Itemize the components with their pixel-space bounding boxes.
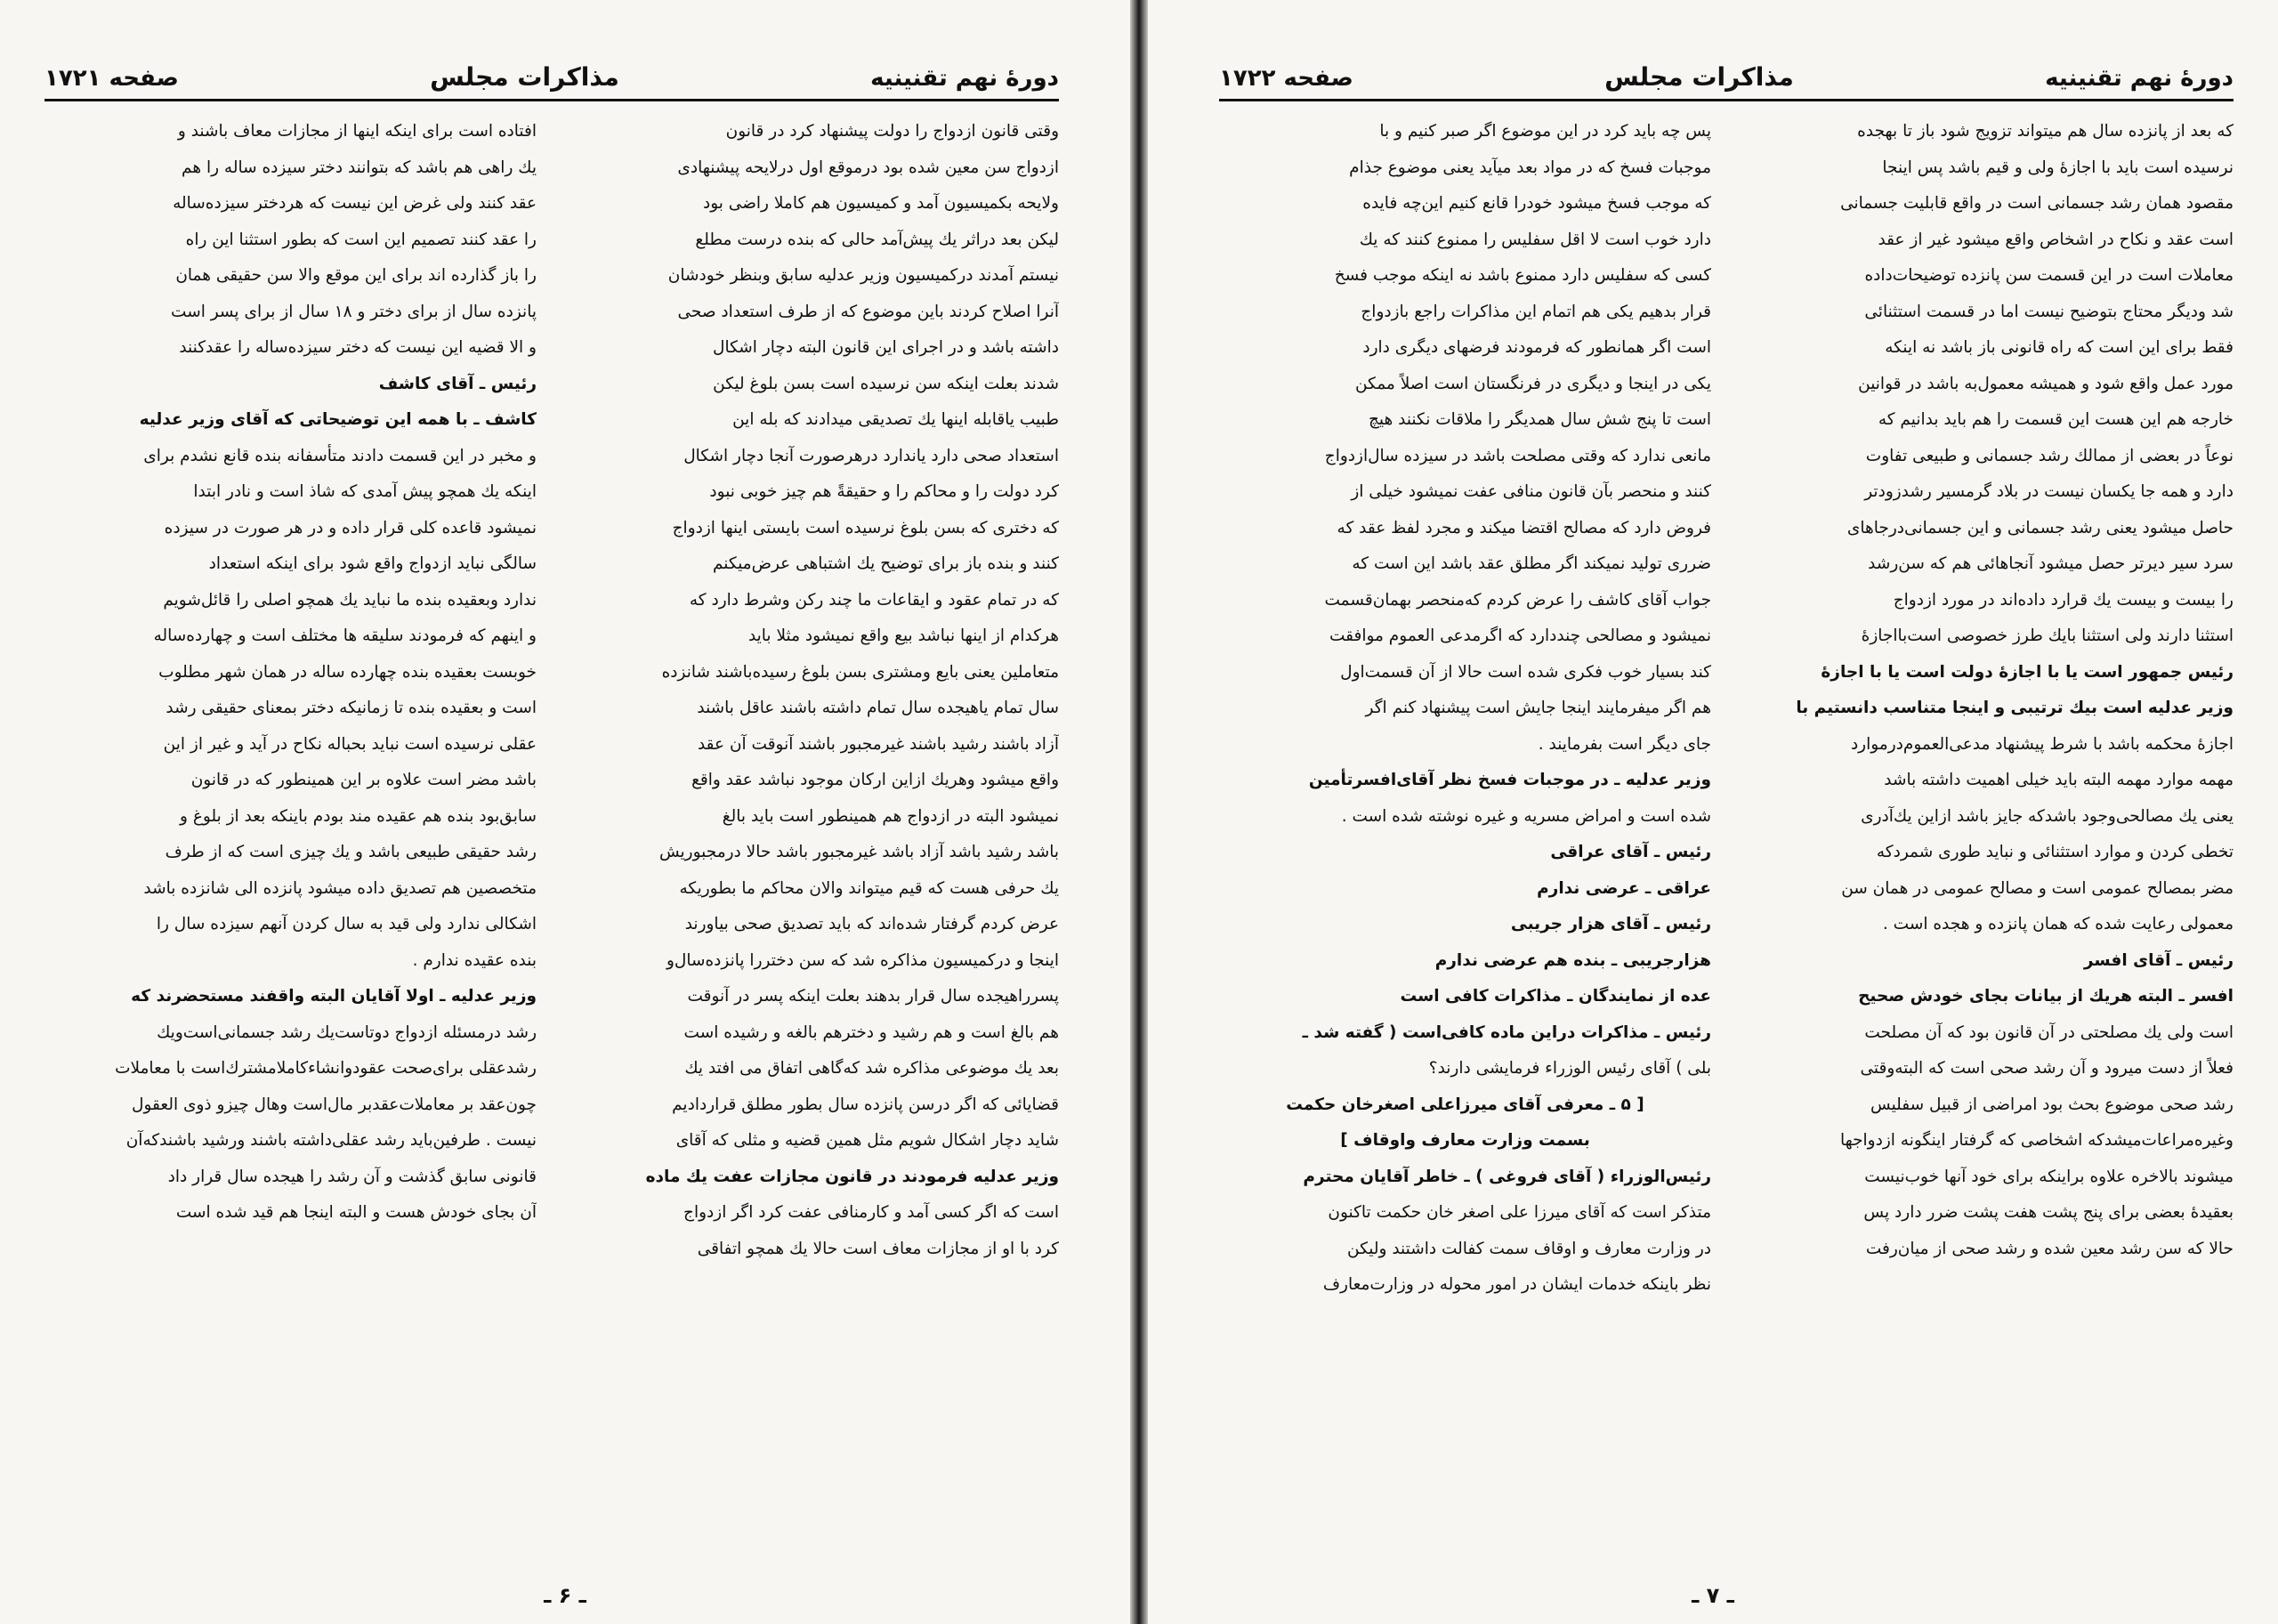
book-spine bbox=[1130, 0, 1148, 1624]
text-line: جواب آقای کاشف را عرض کردم که‌منحصر بهمان‌قسمت bbox=[1324, 590, 1711, 610]
text-line: مورد عمل واقع شود و همیشه معمول‌به باشد در قوانین bbox=[1858, 374, 2234, 393]
text-line: طبیب یاقابله اینها یك تصدیقی میدادند که بله این bbox=[732, 410, 1059, 429]
text-line: کسی که سفلیس دارد ممنوع باشد نه اینکه موجب فسخ bbox=[1334, 266, 1711, 285]
page-footer-number: ـ ۷ ـ bbox=[1692, 1583, 1734, 1608]
text-line: نوعاً در بعضی از ممالك رشد جسمانی و طبیعی تفاوت bbox=[1865, 446, 2234, 465]
page-1722 bbox=[1148, 0, 2278, 1624]
text-line: کنند و منحصر بآن قانون منافی عفت نمیشود خیلی از bbox=[1351, 482, 1711, 501]
text-line: است عقد و نکاح در اشخاص واقع میشود غیر از عقد bbox=[1878, 230, 2234, 249]
text-line: یك راهی هم باشد که بتوانند دختر سیزده ساله را هم bbox=[182, 158, 537, 177]
text-line: ازدواج سن معین شده بود درموقع اول درلایحه پیشنهادی bbox=[677, 158, 1059, 177]
text-line: وزیر عدلیه فرمودند در قانون مجازات عفت یك ماده bbox=[645, 1167, 1059, 1186]
text-line: رشد صحی موضوع بحث بود امراضی از قبیل سفلیس bbox=[1870, 1095, 2234, 1114]
text-line: فقط برای این است که راه قانونی باز باشد نه اینکه bbox=[1885, 338, 2234, 357]
text-line: میشوند بالاخره علاوه براینکه برای خود آنها خوب‌نیست bbox=[1864, 1167, 2234, 1186]
text-line: است تا پنج شش سال همدیگر را ملاقات نکنند هیچ bbox=[1368, 410, 1711, 429]
text-line: است و بعقیده بنده تا زمانیکه دختر بمعنای حقیقی رشد bbox=[166, 699, 537, 717]
text-line: قضایائی که اگر درسن پانزده سال بطور مطلق قرار‌دادیم bbox=[672, 1095, 1059, 1114]
text-line: عراقی ـ عرضی ندارم bbox=[1537, 878, 1711, 898]
text-line: چون‌عقد بر معاملات‌عقدبر مال‌است وهال چیزو ذوی العقول bbox=[132, 1095, 537, 1114]
text-line: وقتی قانون ازدواج را دولت پیشنهاد کرد در قانون bbox=[725, 122, 1059, 141]
text-line: قرار بدهیم یکی هم اتمام این مذاکرات راجع بازدواج bbox=[1361, 302, 1711, 321]
text-line: رشد‌عقلی برای‌صحت عقودوانشاء‌کاملا‌مشترك‌است با معاملات bbox=[115, 1059, 537, 1078]
text-line: شدند بعلت اینکه سن نرسیده است بسن بلوغ لیکن bbox=[713, 374, 1059, 393]
text-line: بنده عقیده ندارم . bbox=[412, 950, 537, 970]
page-footer-number: ـ ۶ ـ bbox=[544, 1583, 586, 1608]
text-line: هرکدام از اینها نباشد بیع واقع نمیشود مثلا باید bbox=[747, 626, 1059, 645]
text-line: بعقیدهٔ بعضی برای پنج پشت هفت پشت ضرر دارد پس bbox=[1863, 1203, 2234, 1222]
text-line: اینجا و درکمیسیون مذاکره شد که سن دختررا پانزده‌سال‌و bbox=[666, 950, 1059, 970]
text-column-left bbox=[44, 114, 537, 1547]
text-line: و اینهم که فرمودند سلیقه ها مختلف است و چهارده‌ساله bbox=[153, 626, 537, 645]
text-line: نظر باینکه خدمات ایشان در امور محوله در وزارت‌معارف bbox=[1322, 1275, 1711, 1294]
header-session: دورهٔ نهم تقنینیه bbox=[870, 65, 1059, 92]
text-line: حالا که سن رشد معین شده و رشد صحی از میان‌رفت bbox=[1865, 1239, 2234, 1258]
text-line: رشد حقیقی طبیعی باشد و یك چیزی است که از طرف bbox=[165, 843, 537, 861]
text-line: شاید دچار اشکال شویم مثل همین قضیه و مثلی که آقای bbox=[675, 1131, 1059, 1150]
text-line: تخطی کردن و موارد استثنائی و نباید طوری شمردکه bbox=[1876, 843, 2234, 861]
text-line: را بیست و بیست یك قرارد داده‌اند در مورد ازدواج bbox=[1893, 590, 2234, 610]
text-line: داشته باشد و در اجرای این قانون البته دچار اشکال bbox=[713, 338, 1059, 357]
text-line: رئیس ـ آقای افسر bbox=[2083, 950, 2234, 970]
text-line: و مخبر در این قسمت دادند متأسفانه بنده قانع نشدم برای bbox=[143, 446, 537, 465]
text-line: سابق‌بود بنده هم عقیده مند بودم باینکه بعد از بلوغ و bbox=[180, 806, 537, 826]
text-line: پانزده سال از برای دختر و ۱۸ سال از برای پسر است bbox=[171, 302, 537, 321]
text-line: است ولی یك مصلحتی در آن قانون بود که آن مصلحت bbox=[1864, 1022, 2234, 1042]
text-line: ولایحه بکمیسیون آمد و کمیسیون هم کاملا راضی بود bbox=[702, 194, 1059, 213]
text-line: کرد دولت را و محاکم را و حقیقةً هم چیز خوبی نبود bbox=[709, 482, 1059, 501]
text-line: پسررا‌هیجده سال قرار بدهند بعلت اینکه پسر در آنوقت bbox=[687, 987, 1059, 1006]
text-line: کرد با او از مجازات معاف است حالا یك همچو اتفاقی bbox=[697, 1239, 1059, 1258]
text-line: هم اگر میفرمایند اینجا جایش است پیشنهاد کنم اگر bbox=[1365, 699, 1711, 717]
text-line: سرد سیر دیرتر حصل میشود آنجاهائی هم که سن‌رشد bbox=[1868, 554, 2234, 573]
text-line: و الا قضیه این نیست که دختر سیزده‌ساله را عقدکنند bbox=[179, 338, 537, 357]
text-line: کنند و بنده باز برای توضیح یك اشتباهی عرض‌میکنم bbox=[712, 554, 1059, 573]
text-line: سالگی نباید ازدواج واقع شود برای اینکه استعداد bbox=[208, 554, 537, 573]
text-line: رئیس ـ آقای کاشف bbox=[378, 374, 537, 393]
text-line: عقلی نرسیده است نباید بحباله نکاح در آید و غیر از این bbox=[163, 734, 537, 754]
text-line: سال تمام یاهیجده سال تمام داشته باشند عاقل باشند bbox=[697, 699, 1059, 717]
text-line: موجبات فسخ که در مواد بعد میآید یعنی موضوع جذام bbox=[1349, 158, 1711, 177]
text-line: نمیشود البته در ازدواج هم همینطور است باید بالغ bbox=[722, 806, 1059, 826]
header-title: مذاکرات مجلس bbox=[430, 62, 619, 92]
text-column-left bbox=[1219, 114, 1711, 1547]
text-line: نمیشود و مصالحی چنددارد که اگرمدعی العموم موافقت bbox=[1329, 626, 1711, 645]
text-line: ندارد وبعقیده بنده ما نباید یك همچو اصلی را قائل‌شویم bbox=[163, 590, 537, 610]
text-line: هم بالغ است و هم رشید و دخترهم بالغه و رشیده است bbox=[683, 1022, 1059, 1042]
page-header bbox=[44, 62, 1059, 101]
text-line: استثنا دارند ولی استثنا بایك طرز خصوصی است‌بااجازهٔ bbox=[1861, 626, 2234, 645]
text-line: نمیشود قاعده کلی قرار داده و در هر صورت در سیزده bbox=[164, 518, 537, 537]
text-line: معمولی رعایت شده که همان پانزده و هجده است . bbox=[1882, 915, 2234, 933]
text-line: وغیره‌مراعات‌میشدکه اشخاصی که گرفتار اینگونه ازدواجها bbox=[1839, 1131, 2234, 1150]
text-line: بسمت وزارت معارف واوقاف ] bbox=[1340, 1131, 1590, 1150]
text-line: خوبست بعقیده بنده چهارده ساله در همان شهر مطلوب bbox=[158, 662, 537, 682]
header-session: دورهٔ نهم تقنینیه bbox=[2045, 65, 2234, 92]
header-page-number: صفحه ۱۷۲۱ bbox=[44, 65, 179, 92]
text-line: خارجه هم این هست این قسمت را هم باید بدانیم که bbox=[1878, 410, 2234, 429]
text-column-right bbox=[567, 114, 1059, 1547]
text-line: مانعی ندارد که وقتی مصلحت باشد در سیزده سال‌ازدواج bbox=[1324, 446, 1711, 465]
text-line: کاشف ـ با همه این توضیحاتی که آقای وزیر عدلیه bbox=[139, 410, 537, 429]
text-line: متذکر است که آقای میرزا علی اصغر خان حکمت تاکنون bbox=[1328, 1203, 1711, 1222]
text-line: است اگر همانطور که فرمودند فرضهای دیگری دارد bbox=[1362, 338, 1711, 357]
text-line: [ ۵ ـ معرفی آقای میرزاعلی اصغرخان حکمت bbox=[1286, 1095, 1644, 1114]
text-line: رئیس ـ مذاکرات دراین ماده کافی‌است ( گفته شد ـ bbox=[1302, 1022, 1711, 1042]
text-line: یك حرفی هست که قیم میتواند والان محاکم ما بطوریکه bbox=[679, 878, 1059, 898]
text-line: حاصل میشود یعنی رشد جسمانی و این جسمانی‌درجاهای bbox=[1846, 518, 2234, 537]
text-line: باشد مضر است علاوه بر این همینطور که در قانون bbox=[190, 771, 537, 789]
text-line: رئیس ـ آقای هزار جریبی bbox=[1510, 915, 1711, 933]
text-line: که بعد از پانزده سال هم میتواند تزویج شود باز تا بهجده bbox=[1857, 122, 2234, 141]
text-line: شد ودیگر محتاج بتوضیح نیست اما در قسمت استثنائی bbox=[1864, 302, 2234, 321]
text-line: را باز گذارده اند برای این موقع والا سن حقیقی همان bbox=[175, 266, 537, 285]
text-line: باشد رشید باشد آزاد باشد غیرمجبور باشد حالا درمجبوریش bbox=[658, 843, 1059, 861]
text-line: جای دیگر است بفرمایند . bbox=[1538, 734, 1711, 754]
text-line: فعلاً از دست میرود و آن رشد صحی است که البته‌وقتی bbox=[1860, 1059, 2234, 1078]
text-line: وزیر عدلیه ـ در موجبات فسخ نظر آقای‌افسرتأمین bbox=[1308, 771, 1711, 789]
text-columns bbox=[44, 114, 1059, 1547]
text-line: مضر بمصالح عمومی است و مصالح عمومی در همان سن bbox=[1841, 878, 2234, 898]
text-line: در وزارت معارف و اوقاف سمت کفالت داشتند ولیکن bbox=[1347, 1239, 1711, 1258]
text-line: آن بجای خودش هست و البته اینجا هم قید شده است bbox=[175, 1203, 537, 1222]
text-line: متعاملین یعنی بایع ومشتری بسن بلوغ رسیده‌باشند شانزده bbox=[661, 662, 1059, 682]
text-line: است که اگر کسی آمد و کارمنافی عفت کرد اگر ازدواج bbox=[683, 1203, 1059, 1222]
text-line: وزیر عدلیه است بیك ترتیبی و اینجا متناسب دانستیم با bbox=[1796, 699, 2234, 717]
text-line: یعنی یك مصالحی‌وجود باشدکه جایز باشد ازاین یك‌آدری bbox=[1861, 806, 2234, 826]
text-line: که در تمام عقود و ایقاعات ما چند رکن وشرط دارد که bbox=[689, 590, 1059, 610]
text-line: آنرا اصلاح کردند باین موضوع که از طرف استعداد صحی bbox=[677, 302, 1059, 321]
text-line: عده از نمایندگان ـ مذاکرات کافی است bbox=[1400, 987, 1711, 1006]
text-line: عرض کردم گرفتار شده‌اند که باید تصدیق صحی بیاورند bbox=[684, 915, 1059, 933]
text-line: کند بسیار خوب فکری شده است حالا از آن قسمت‌اول bbox=[1340, 662, 1711, 682]
text-line: متخصصین هم تصدیق داده میشود پانزده الی شانزده باشد bbox=[143, 878, 537, 898]
header-title: مذاکرات مجلس bbox=[1604, 62, 1794, 92]
text-line: رئیس جمهور است یا با اجازهٔ دولت است یا با اجازهٔ bbox=[1821, 662, 2234, 682]
text-line: اینکه یك همچو پیش آمدی که شاذ است و نادر ابتدا bbox=[193, 482, 537, 501]
text-line: نرسیده است باید با اجازهٔ ولی و قیم باشد پس اینجا bbox=[1882, 158, 2234, 177]
text-line: وزیر عدلیه ـ اولا آقایان البته واقفند مستحضرند که bbox=[131, 987, 537, 1006]
text-line: استعداد صحی دارد یاندارد درهرصورت آنجا دچار اشکال bbox=[683, 446, 1059, 465]
text-line: بعد یك موضوعی مذاکره شد که‌گاهی اتفاق می افتد یك bbox=[684, 1059, 1059, 1078]
text-line: اشکالی ندارد ولی قید به سال کردن آنهم سیزده سال را bbox=[156, 915, 537, 933]
text-line: هزارجریبی ـ بنده هم عرضی ندارم bbox=[1434, 950, 1711, 970]
text-line: نیست . طرفین‌باید رشد عقلی‌داشته باشند ورشید باشند‌که‌آن bbox=[125, 1131, 537, 1150]
text-line: که موجب فسخ میشود خودرا قانع کنیم این‌چه فایده bbox=[1362, 194, 1711, 213]
text-line: آزاد باشند رشید باشند غیرمجبور باشند آنوقت آن عقد bbox=[697, 734, 1059, 754]
page-header bbox=[1219, 62, 2234, 101]
text-line: نیستم آمدند درکمیسیون وزیر عدلیه سابق وبنظر خودشان bbox=[667, 266, 1059, 285]
text-line: واقع میشود وهریك ازاین ارکان موجود نباشد عقد واقع bbox=[691, 771, 1059, 789]
text-line: فروض دارد که مصالح اقتضا میکند و مجرد لفظ عقد که bbox=[1337, 518, 1711, 537]
text-line: رشد درمسئله ازدواج دوتاست‌یك رشد جسمانی‌است‌ویك bbox=[157, 1022, 537, 1042]
text-line: لیکن بعد دراثر یك پیش‌آمد حالی که بنده درست مطلع bbox=[695, 230, 1059, 249]
page-1721 bbox=[0, 0, 1130, 1624]
text-line: قانونی سابق گذشت و آن رشد را هیجده سال قرار داد bbox=[167, 1167, 537, 1186]
text-line: دارد و همه جا یکسان نیست در بلاد گرمسیر رشدزودتر bbox=[1864, 482, 2234, 501]
text-line: افسر ـ البته هریك از بیانات بجای خودش صحیح bbox=[1858, 987, 2234, 1006]
text-line: رئیس‌الوزراء ( آقای فروغی ) ـ خاطر آقایان محترم bbox=[1303, 1167, 1711, 1186]
text-line: بلی ) آقای رئیس الوزراء فرمایشی دارند؟ bbox=[1428, 1059, 1711, 1078]
text-line: دارد خوب است لا اقل سفلیس را ممنوع کنند که یك bbox=[1359, 230, 1711, 249]
text-line: معاملات است در این قسمت سن پانزده توضیحات‌داده bbox=[1864, 266, 2234, 285]
text-column-right bbox=[1741, 114, 2234, 1547]
text-line: شده است و امراض مسریه و غیره نوشته شده است . bbox=[1341, 806, 1711, 826]
text-line: یکی در اینجا و دیگری در فرنگستان است اصلاً ممکن bbox=[1354, 374, 1711, 393]
text-line: مهمه موارد مهمه البته باید خیلی اهمیت داشته باشد bbox=[1884, 771, 2234, 789]
text-columns bbox=[1219, 114, 2234, 1547]
header-page-number: صفحه ۱۷۲۲ bbox=[1219, 65, 1353, 92]
text-line: اجازهٔ محکمه باشد با شرط پیشنهاد مدعی‌العموم‌در‌موارد bbox=[1850, 734, 2234, 754]
text-line: عقد کنند ولی غرض این نیست که هردختر سیزده‌ساله bbox=[173, 194, 537, 213]
text-line: مقصود همان رشد جسمانی است در واقع قابلیت جسمانی bbox=[1840, 194, 2234, 213]
text-line: ضرری تولید نمیکند اگر مطلق عقد باشد این است که bbox=[1352, 554, 1711, 573]
text-line: رئیس ـ آقای عراقی bbox=[1550, 843, 1711, 861]
text-line: را عقد کنند تصمیم این است که بطور استثنا این راه bbox=[185, 230, 537, 249]
text-line: پس چه باید کرد در این موضوع اگر صبر کنیم و با bbox=[1379, 122, 1711, 141]
text-line: که دختری که بسن بلوغ نرسیده است بایستی اینها ازدواج bbox=[672, 518, 1059, 537]
text-line: افتاده است برای اینکه اینها از مجازات معاف باشند و bbox=[177, 122, 537, 141]
